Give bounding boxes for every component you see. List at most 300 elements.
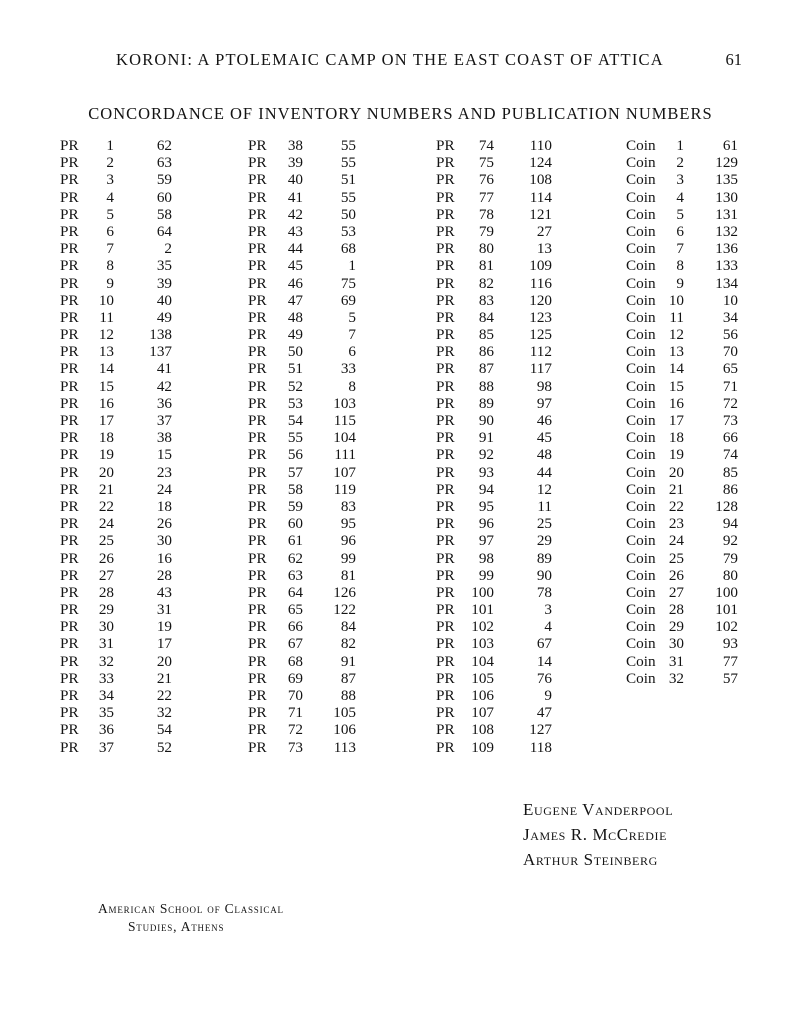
inventory-prefix: PR	[248, 154, 267, 172]
running-head	[116, 50, 742, 74]
publication-number: 136	[715, 240, 738, 258]
publication-number: 92	[722, 532, 738, 550]
concordance-row	[436, 532, 552, 549]
inventory-prefix: Coin	[626, 154, 656, 172]
publication-number: 49	[156, 308, 172, 326]
publication-number: 114	[529, 188, 552, 206]
concordance-row	[436, 498, 552, 515]
inventory-number: 47	[287, 291, 303, 309]
inventory-number: 42	[287, 205, 303, 223]
inventory-number: 35	[98, 704, 114, 722]
inventory-prefix: Coin	[626, 188, 656, 206]
concordance-row	[626, 137, 738, 154]
publication-number: 19	[156, 618, 172, 636]
publication-number: 5	[348, 308, 356, 326]
concordance-row	[436, 360, 552, 377]
inventory-number: 19	[668, 446, 684, 464]
inventory-number: 32	[98, 652, 114, 670]
inventory-prefix: Coin	[626, 669, 656, 687]
publication-number: 34	[722, 308, 738, 326]
inventory-prefix: PR	[436, 583, 455, 601]
inventory-number: 7	[676, 240, 684, 258]
publication-number: 28	[156, 566, 172, 584]
inventory-number: 60	[287, 515, 303, 533]
publication-number: 22	[156, 687, 172, 704]
inventory-prefix: PR	[60, 738, 79, 756]
publication-number: 42	[156, 377, 172, 395]
concordance-row	[60, 464, 172, 481]
inventory-prefix: Coin	[626, 308, 656, 326]
concordance-row	[248, 240, 356, 257]
inventory-number: 2	[106, 154, 114, 172]
concordance-row	[626, 550, 738, 567]
publication-number: 67	[536, 635, 552, 653]
concordance-row	[248, 567, 356, 584]
inventory-number: 67	[287, 635, 303, 653]
concordance-row	[248, 687, 356, 704]
publication-number: 43	[156, 583, 172, 601]
inventory-number: 27	[98, 566, 114, 584]
publication-number: 2	[164, 240, 172, 258]
inventory-prefix: PR	[248, 532, 267, 550]
inventory-prefix: PR	[60, 704, 79, 722]
publication-number: 66	[722, 429, 738, 447]
concordance-row	[436, 137, 552, 154]
concordance-row	[436, 223, 552, 240]
publication-number: 23	[156, 463, 172, 481]
inventory-prefix: PR	[60, 326, 79, 344]
publication-number: 108	[529, 171, 552, 189]
concordance-row	[436, 584, 552, 601]
inventory-prefix: Coin	[626, 274, 656, 292]
inventory-prefix: PR	[60, 240, 79, 258]
publication-number: 129	[715, 154, 738, 172]
inventory-number: 30	[668, 635, 684, 653]
inventory-number: 4	[676, 188, 684, 206]
inventory-prefix: Coin	[626, 257, 656, 275]
publication-number: 75	[340, 274, 356, 292]
inventory-prefix: Coin	[626, 377, 656, 395]
inventory-prefix: Coin	[626, 463, 656, 481]
publication-number: 125	[529, 326, 552, 344]
inventory-number: 74	[478, 137, 494, 154]
publication-number: 37	[156, 412, 172, 429]
inventory-number: 76	[478, 171, 494, 189]
inventory-number: 109	[471, 738, 494, 756]
publication-number: 45	[536, 429, 552, 447]
publication-number: 62	[156, 137, 172, 154]
concordance-row	[248, 550, 356, 567]
publication-number: 84	[340, 618, 356, 636]
concordance-row	[248, 412, 356, 429]
concordance-row	[60, 412, 172, 429]
inventory-prefix: PR	[436, 446, 455, 464]
inventory-prefix: PR	[248, 652, 267, 670]
concordance-row	[436, 429, 552, 446]
publication-number: 68	[340, 240, 356, 258]
concordance-row	[60, 206, 172, 223]
inventory-prefix: PR	[60, 515, 79, 533]
inventory-prefix: PR	[436, 480, 455, 498]
inventory-prefix: PR	[436, 721, 455, 739]
inventory-number: 77	[478, 188, 494, 206]
concordance-row	[626, 601, 738, 618]
publication-number: 86	[722, 480, 738, 498]
publication-number: 138	[149, 326, 172, 344]
concordance-row	[626, 343, 738, 360]
inventory-prefix: PR	[248, 205, 267, 223]
publication-number: 8	[348, 377, 356, 395]
concordance-row	[248, 206, 356, 223]
inventory-prefix: Coin	[626, 515, 656, 533]
inventory-prefix: PR	[60, 360, 79, 378]
publication-number: 18	[156, 497, 172, 515]
inventory-prefix: PR	[436, 412, 455, 429]
concordance-row	[248, 223, 356, 240]
inventory-prefix: PR	[248, 222, 267, 240]
concordance-row	[60, 515, 172, 532]
inventory-prefix: PR	[436, 308, 455, 326]
inventory-prefix: PR	[248, 704, 267, 722]
concordance-row	[626, 498, 738, 515]
publication-number: 25	[536, 515, 552, 533]
publication-number: 63	[156, 154, 172, 172]
inventory-number: 75	[478, 154, 494, 172]
inventory-number: 94	[478, 480, 494, 498]
inventory-number: 65	[287, 601, 303, 619]
publication-number: 97	[536, 394, 552, 412]
inventory-number: 90	[478, 412, 494, 429]
publication-number: 7	[348, 326, 356, 344]
inventory-prefix: PR	[60, 566, 79, 584]
inventory-number: 62	[287, 549, 303, 567]
inventory-prefix: PR	[248, 137, 267, 154]
inventory-prefix: PR	[60, 137, 79, 154]
concordance-row	[436, 704, 552, 721]
publication-number: 57	[722, 669, 738, 687]
inventory-number: 22	[98, 497, 114, 515]
inventory-number: 61	[287, 532, 303, 550]
publication-number: 98	[536, 377, 552, 395]
inventory-number: 33	[98, 669, 114, 687]
publication-number: 112	[529, 343, 552, 361]
publication-number: 12	[536, 480, 552, 498]
concordance-row	[436, 240, 552, 257]
publication-number: 83	[340, 497, 356, 515]
publication-number: 47	[536, 704, 552, 722]
inventory-prefix: PR	[436, 497, 455, 515]
inventory-prefix: PR	[60, 635, 79, 653]
inventory-prefix: Coin	[626, 394, 656, 412]
concordance-column-1	[60, 137, 172, 756]
publication-number: 81	[340, 566, 356, 584]
inventory-prefix: PR	[436, 669, 455, 687]
publication-number: 4	[544, 618, 552, 636]
publication-number: 56	[722, 326, 738, 344]
inventory-number: 102	[471, 618, 494, 636]
inventory-prefix: PR	[60, 463, 79, 481]
inventory-prefix: PR	[436, 566, 455, 584]
publication-number: 16	[156, 549, 172, 567]
concordance-row	[626, 257, 738, 274]
concordance-row	[436, 739, 552, 756]
publication-number: 21	[156, 669, 172, 687]
affiliation-line-2: Studies, Athens	[128, 919, 225, 934]
inventory-number: 28	[98, 583, 114, 601]
inventory-number: 38	[287, 137, 303, 154]
inventory-number: 31	[98, 635, 114, 653]
inventory-number: 87	[478, 360, 494, 378]
concordance-row	[248, 171, 356, 188]
inventory-number: 21	[668, 480, 684, 498]
publication-number: 55	[340, 188, 356, 206]
concordance-column-4	[626, 137, 738, 687]
inventory-number: 15	[98, 377, 114, 395]
publication-number: 110	[529, 137, 552, 154]
inventory-number: 56	[287, 446, 303, 464]
inventory-prefix: PR	[436, 171, 455, 189]
publication-number: 104	[333, 429, 356, 447]
inventory-number: 106	[471, 687, 494, 704]
inventory-prefix: PR	[60, 669, 79, 687]
inventory-number: 25	[98, 532, 114, 550]
inventory-number: 37	[98, 738, 114, 756]
publication-number: 24	[156, 480, 172, 498]
concordance-row	[248, 360, 356, 377]
publication-number: 131	[715, 205, 738, 223]
concordance-row	[436, 464, 552, 481]
concordance-row	[626, 171, 738, 188]
inventory-number: 7	[106, 240, 114, 258]
inventory-prefix: PR	[248, 635, 267, 653]
inventory-prefix: PR	[248, 480, 267, 498]
inventory-prefix: PR	[436, 137, 455, 154]
concordance-row	[60, 343, 172, 360]
inventory-prefix: PR	[436, 274, 455, 292]
concordance-row	[626, 378, 738, 395]
inventory-number: 28	[668, 601, 684, 619]
concordance-row	[626, 464, 738, 481]
concordance-row	[626, 429, 738, 446]
inventory-prefix: PR	[60, 412, 79, 429]
inventory-number: 10	[98, 291, 114, 309]
publication-number: 69	[340, 291, 356, 309]
concordance-column-3	[436, 137, 552, 756]
publication-number: 133	[715, 257, 738, 275]
concordance-row	[248, 189, 356, 206]
inventory-prefix: PR	[248, 446, 267, 464]
inventory-number: 5	[676, 205, 684, 223]
inventory-prefix: PR	[248, 601, 267, 619]
publication-number: 33	[340, 360, 356, 378]
affiliation-line-1: American School of Classical	[98, 901, 284, 916]
inventory-number: 16	[668, 394, 684, 412]
inventory-prefix: PR	[60, 721, 79, 739]
publication-number: 89	[536, 549, 552, 567]
inventory-number: 89	[478, 394, 494, 412]
concordance-row	[436, 412, 552, 429]
inventory-number: 39	[287, 154, 303, 172]
publication-number: 29	[536, 532, 552, 550]
concordance-row	[436, 601, 552, 618]
inventory-prefix: PR	[60, 480, 79, 498]
inventory-number: 5	[106, 205, 114, 223]
concordance-row	[626, 670, 738, 687]
publication-number: 99	[340, 549, 356, 567]
concordance-column-2	[248, 137, 356, 756]
inventory-number: 27	[668, 583, 684, 601]
inventory-prefix: Coin	[626, 532, 656, 550]
inventory-prefix: PR	[60, 274, 79, 292]
publication-number: 30	[156, 532, 172, 550]
publication-number: 64	[156, 222, 172, 240]
publication-number: 93	[722, 635, 738, 653]
inventory-prefix: PR	[248, 687, 267, 704]
inventory-prefix: PR	[60, 188, 79, 206]
publication-number: 48	[536, 446, 552, 464]
publication-number: 13	[536, 240, 552, 258]
inventory-prefix: PR	[436, 687, 455, 704]
publication-number: 78	[536, 583, 552, 601]
publication-number: 85	[722, 463, 738, 481]
inventory-number: 12	[98, 326, 114, 344]
concordance-row	[436, 653, 552, 670]
publication-number: 90	[536, 566, 552, 584]
concordance-row	[60, 257, 172, 274]
inventory-number: 13	[98, 343, 114, 361]
inventory-number: 46	[287, 274, 303, 292]
inventory-prefix: Coin	[626, 360, 656, 378]
publication-number: 103	[333, 394, 356, 412]
inventory-prefix: PR	[60, 652, 79, 670]
inventory-prefix: PR	[60, 171, 79, 189]
concordance-row	[248, 601, 356, 618]
inventory-number: 66	[287, 618, 303, 636]
inventory-prefix: Coin	[626, 171, 656, 189]
inventory-number: 48	[287, 308, 303, 326]
inventory-number: 18	[668, 429, 684, 447]
concordance-row	[626, 223, 738, 240]
inventory-number: 100	[471, 583, 494, 601]
concordance-row	[248, 481, 356, 498]
inventory-prefix: PR	[60, 257, 79, 275]
publication-number: 105	[333, 704, 356, 722]
concordance-row	[248, 395, 356, 412]
inventory-number: 51	[287, 360, 303, 378]
concordance-row	[60, 395, 172, 412]
inventory-number: 70	[287, 687, 303, 704]
inventory-number: 108	[471, 721, 494, 739]
concordance-row	[436, 257, 552, 274]
publication-number: 117	[529, 360, 552, 378]
publication-number: 73	[722, 412, 738, 429]
inventory-prefix: PR	[60, 308, 79, 326]
publication-number: 100	[715, 583, 738, 601]
running-title: KORONI: A PTOLEMAIC CAMP ON THE EAST COAST OF ATTICA	[116, 50, 664, 69]
concordance-row	[436, 189, 552, 206]
inventory-prefix: PR	[60, 205, 79, 223]
inventory-number: 57	[287, 463, 303, 481]
concordance-row	[436, 378, 552, 395]
inventory-number: 24	[98, 515, 114, 533]
inventory-number: 78	[478, 205, 494, 223]
publication-number: 72	[722, 394, 738, 412]
publication-number: 17	[156, 635, 172, 653]
inventory-prefix: PR	[436, 326, 455, 344]
publication-number: 101	[715, 601, 738, 619]
inventory-prefix: PR	[436, 377, 455, 395]
inventory-number: 1	[106, 137, 114, 154]
publication-number: 88	[340, 687, 356, 704]
concordance-row	[436, 721, 552, 738]
publication-number: 40	[156, 291, 172, 309]
publication-number: 121	[529, 205, 552, 223]
inventory-number: 41	[287, 188, 303, 206]
publication-number: 74	[722, 446, 738, 464]
publication-number: 1	[348, 257, 356, 275]
publication-number: 39	[156, 274, 172, 292]
publication-number: 76	[536, 669, 552, 687]
inventory-number: 12	[668, 326, 684, 344]
inventory-number: 107	[471, 704, 494, 722]
inventory-number: 4	[106, 188, 114, 206]
inventory-number: 91	[478, 429, 494, 447]
publication-number: 11	[537, 497, 552, 515]
inventory-number: 29	[98, 601, 114, 619]
inventory-prefix: PR	[248, 412, 267, 429]
concordance-row	[60, 532, 172, 549]
concordance-row	[436, 481, 552, 498]
inventory-number: 40	[287, 171, 303, 189]
concordance-row	[60, 275, 172, 292]
inventory-prefix: Coin	[626, 583, 656, 601]
publication-number: 106	[333, 721, 356, 739]
concordance-row	[248, 739, 356, 756]
inventory-number: 11	[99, 308, 114, 326]
concordance-row	[248, 721, 356, 738]
publication-number: 59	[156, 171, 172, 189]
inventory-number: 9	[106, 274, 114, 292]
inventory-prefix: PR	[436, 222, 455, 240]
inventory-prefix: PR	[248, 738, 267, 756]
inventory-number: 104	[471, 652, 494, 670]
concordance-row	[60, 635, 172, 652]
concordance-row	[60, 292, 172, 309]
concordance-row	[60, 326, 172, 343]
publication-number: 51	[340, 171, 356, 189]
publication-number: 137	[149, 343, 172, 361]
publication-number: 107	[333, 463, 356, 481]
publication-number: 79	[722, 549, 738, 567]
inventory-number: 8	[676, 257, 684, 275]
inventory-number: 6	[676, 222, 684, 240]
publication-number: 61	[722, 137, 738, 154]
concordance-row	[436, 687, 552, 704]
inventory-prefix: PR	[60, 343, 79, 361]
publication-number: 132	[715, 222, 738, 240]
publication-number: 38	[156, 429, 172, 447]
inventory-prefix: PR	[60, 532, 79, 550]
concordance-row	[248, 326, 356, 343]
inventory-number: 18	[98, 429, 114, 447]
concordance-row	[248, 653, 356, 670]
inventory-number: 25	[668, 549, 684, 567]
concordance-row	[60, 670, 172, 687]
inventory-number: 49	[287, 326, 303, 344]
concordance-row	[248, 292, 356, 309]
concordance-row	[60, 309, 172, 326]
inventory-number: 14	[668, 360, 684, 378]
